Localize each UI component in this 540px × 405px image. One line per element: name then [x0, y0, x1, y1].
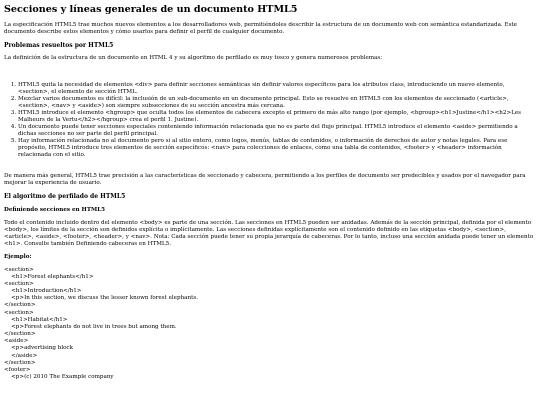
list-item: 2. Mezclar varios documentos es difícil: la inclusión de un sub-documento en un documento principal. Esto se resuelve en HTML5 con los elementos de seccionado (<article>, <section>, <nav> y <aside>) son siempre subsecciones de su sección ancestra más cercana.: [18, 96, 536, 110]
spacer: [4, 159, 536, 173]
code-example: [4, 267, 536, 382]
code-line: <aside>: [4, 338, 29, 345]
sections-paragraph: Todo el contenido incluido dentro del elemento <body> es parte de una sección. Las secciones en HTML5 pueden ser anidadas. Además de la sección principal, definida por el elemento <body>, los límites de la sección son definidos explícita o implícitamente. Las secciones definidas explícitamente son el contenido definido en las etiquetas <body>, <section>, <article>, <aside>, <footer>, <header>, y <nav>. Nota: Cada sección puede tener su propia jerarquía de cabeceras. Por lo tanto, incluso una sección anidada puede tener un elemento <h1>. Consulte también Definiendo cabeceras en HTML5.: [4, 219, 534, 247]
code-line: <section>: [4, 266, 34, 273]
problems-heading: Problemas resueltos por HTML5: [4, 41, 114, 49]
list-item: 3. HTML5 introduce el elemento <hgroup> que oculta todos los elementos de cabecera excepto el primero de más alto rango (por ejemplo, <hgroup><h1>Justine</h1><h2>Les Malheurs de la Vertu</h2></hgroup> crea el perfil 1. Justine).: [18, 110, 536, 124]
spacer: [4, 68, 536, 82]
code-line: <h1>Forest elephants</h1>: [4, 273, 94, 280]
algorithm-heading: El algoritmo de perfilado de HTML5: [4, 193, 126, 201]
code-line: <p>In this section, we discuss the lesser known forest elephants.: [4, 295, 199, 302]
code-line: <footer>: [4, 366, 31, 373]
code-line: <h1>Introduction</h1>: [4, 288, 82, 295]
list-item: 1. HTML5 quita la necesidad de elementos <div> para definir secciones semánticas sin definir valores específicos para los atributos class, introduciendo un nuevo elemento, <section>, el elemento de sección HTML.: [18, 82, 536, 96]
list-item: 5. Hay información relacionada no al documento pero si al sitio entero, como logos, menús, tablas de contenidos, o información de derechos de autor y notas legales. Para ese propósito, HTML5 introduce tres elementos de sección específicos: <nav> para colecciones de enlaces, como una tabla de contenidos, <footer> y <header> información relacionada con el sitio.: [18, 138, 536, 159]
example-heading: Ejemplo:: [4, 253, 32, 260]
problems-list: [4, 82, 536, 159]
code-line: <p>(c) 2010 The Example company: [4, 373, 114, 380]
general-paragraph: De manera más general, HTML5 trae precisión a las características de seccionado y cabecera, permitiendo a los perfiles de documento ser predecibles y usados por el navegador para mejorar la experiencia de usuario.: [4, 173, 526, 187]
code-line: <p>advertising block: [4, 345, 74, 352]
list-item: 4. Un documento puede tener secciones especiales conteniendo información relacionada que no es parte del flujo principal. HTML5 introduce el elemento <aside> permitiendo a dichas secciones no ser parte del perfil principal.: [18, 124, 536, 138]
code-line: </section>: [4, 302, 36, 309]
code-line: <section>: [4, 280, 34, 287]
code-line: </aside>: [4, 352, 38, 359]
code-line: <h1>Habitat</h1>: [4, 316, 68, 323]
code-line: <section>: [4, 309, 34, 316]
code-line: </section>: [4, 331, 36, 338]
problems-intro: La definición de la estructura de un documento en HTML 4 y su algoritmo de perfilado es muy tosco y genera numerosos problemas:: [4, 55, 383, 62]
intro-paragraph: La especificación HTML5 trae muchos nuevos elementos a los desarrolladores web, permitiéndoles describir la estructura de un documento web con semántica estandarizada. Este documento describe estos elementos y cómo usarlos para definir el perfil de cualquier documento.: [4, 21, 517, 35]
sections-heading: Definiendo secciones en HTML5: [4, 206, 106, 213]
page-title: Secciones y líneas generales de un documento HTML5: [4, 4, 298, 15]
code-line: <p>Forest elephants do not live in trees but among them.: [4, 323, 177, 330]
code-line: </section>: [4, 359, 36, 366]
